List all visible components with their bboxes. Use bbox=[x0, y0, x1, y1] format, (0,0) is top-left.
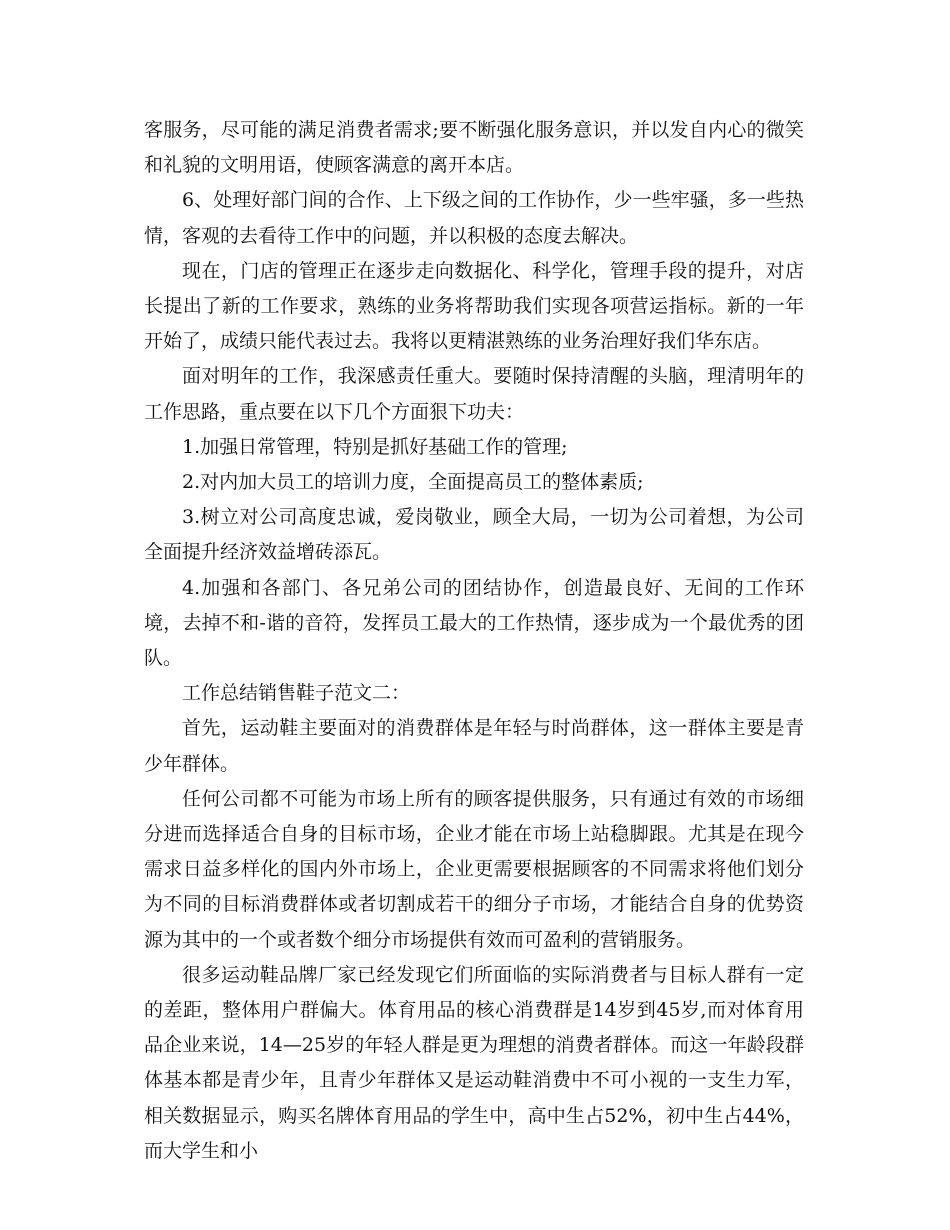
paragraph-consumer-analysis: 很多运动鞋品牌厂家已经发现它们所面临的实际消费者与目标人群有一定的差距，整体用户群偏大。体育用品的核心消费群是14岁到45岁,而对体育用品企业来说，14—25岁的年轻人群是更为理想的消费者群体。而这一年龄段群体基本都是青少年，且青少年群体又是运动鞋消费中不可小视的一支生力军，相关数据显示，购买名牌体育用品的学生中，高中生占52%，初中生占44%，而大学生和小 bbox=[144, 963, 804, 1162]
list-item-2: 2.对内加大员工的培训力度，全面提高员工的整体素质; bbox=[182, 471, 644, 494]
paragraph-item-6: 6、处理好部门间的合作、上下级之间的工作协作，少一些牢骚，多一些热情，客观的去看待工作中的问题，并以积极的态度去解决。 bbox=[144, 189, 804, 247]
paragraph-next-year-work: 面对明年的工作，我深感责任重大。要随时保持清醒的头脑，理清明年的工作思路，重点要在以下几个方面狠下功夫： bbox=[144, 365, 804, 423]
list-item-3: 3.树立对公司高度忠诚，爱岗敬业，顾全大局，一切为公司着想，为公司全面提升经济效益增砖添瓦。 bbox=[144, 506, 804, 564]
list-item-1: 1.加强日常管理，特别是抓好基础工作的管理; bbox=[182, 435, 568, 458]
paragraph-market-segmentation: 任何公司都不可能为市场上所有的顾客提供服务，只有通过有效的市场细分进而选择适合自身的目标市场，企业才能在市场上站稳脚跟。尤其是在现今需求日益多样化的国内外市场上，企业更需要根据顾客的不同需求将他们划分为不同的目标消费群体或者切割成若干的细分子市场，才能结合自身的优势资源为其中的一个或者数个细分市场提供有效而可盈利的营销服务。 bbox=[144, 787, 804, 951]
document-body bbox=[144, 113, 804, 1169]
paragraph-store-management: 现在，门店的管理正在逐步走向数据化、科学化，管理手段的提升，对店长提出了新的工作要求，熟练的业务将帮助我们实现各项营运指标。新的一年开始了，成绩只能代表过去。我将以更精湛熟练的业务治理好我们华东店。 bbox=[144, 259, 804, 353]
section-heading-sample-two: 工作总结销售鞋子范文二： bbox=[182, 682, 411, 705]
list-item-4: 4.加强和各部门、各兄弟公司的团结协作，创造最良好、无间的工作环境，去掉不和-谐的音符，发挥员工最大的工作热情，逐步成为一个最优秀的团队。 bbox=[144, 576, 804, 670]
paragraph-target-group: 首先，运动鞋主要面对的消费群体是年轻与时尚群体，这一群体主要是青少年群体。 bbox=[144, 717, 804, 775]
paragraph-service-continued: 客服务，尽可能的满足消费者需求;要不断强化服务意识，并以发自内心的微笑和礼貌的文明用语，使顾客满意的离开本店。 bbox=[144, 119, 804, 177]
